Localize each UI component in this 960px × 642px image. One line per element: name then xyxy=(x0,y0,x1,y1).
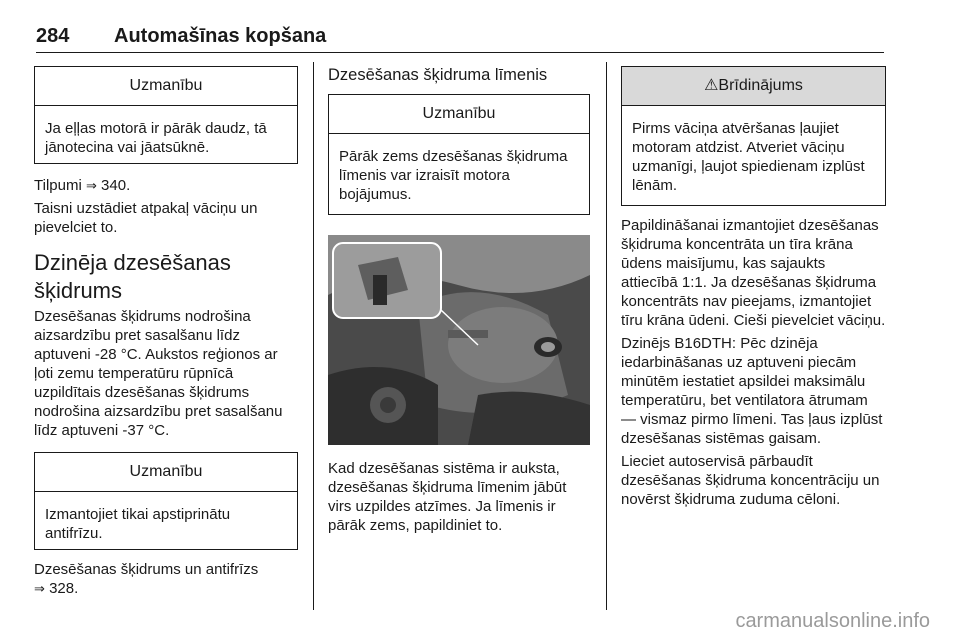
paragraph: Taisni uzstādiet atpakaļ vāciņu un pievelciet to. xyxy=(34,200,258,236)
column-divider xyxy=(606,62,607,610)
subsection-heading: Dzesēšanas šķidruma līmenis xyxy=(328,66,548,84)
warning-triangle-icon: ⚠ xyxy=(704,77,719,94)
page-number: 284 xyxy=(36,25,70,47)
caution-title: Uzmanību xyxy=(35,453,297,492)
paragraph: Dzinējs B16DTH: Pēc dzinēja iedarbināšanas uz aptuveni piecām minūtēm iestatiet apsildei maksimālu temperatūru, bet ventilatora ātrumam — vismaz pirmo līmeni. Tas ļaus izplūst dzesēšanas sistēmas gaisam. xyxy=(621,335,883,447)
caution-title: Uzmanību xyxy=(329,95,589,134)
antifreeze-reference: Dzesēšanas šķidrums un antifrīzs ⇒ 328. xyxy=(34,561,259,597)
column-1 xyxy=(34,66,298,598)
caution-title: Uzmanību xyxy=(35,67,297,106)
engine-bay-photo xyxy=(328,235,590,445)
reference-arrow-icon: ⇒ xyxy=(85,178,97,193)
page-link[interactable]: 328. xyxy=(49,580,79,597)
caution-body: Ja eļļas motorā ir pārāk daudz, tā jānotecina vai jāatsūknē. xyxy=(45,120,267,156)
paragraph: Papildināšanai izmantojiet dzesēšanas šķidruma koncentrāta un tīra krāna ūdens maisījumu, kas sajaukts attiecībā 1:1. Ja dzesēšanas šķidruma koncentrāts nav pieejams, izmantojiet tīru krāna ūdeni. Cieši pievelciet vāciņu. xyxy=(621,217,886,329)
capacities-reference: Tilpumi ⇒ 340. xyxy=(34,177,131,194)
caution-box xyxy=(328,94,590,215)
section-title: Automašīnas kopšana xyxy=(114,25,327,47)
column-3 xyxy=(621,66,886,509)
paragraph: Dzesēšanas šķidrums nodrošina aizsardzību pret sasalšanu līdz aptuveni -28 °C. Aukstos reģionos ar ļoti zemu temperatūru rūpnīcā uzpildītais dzesēšanas šķidrums nodrošina aizsardzību pret sasalšanu līdz aptuveni -37 °C. xyxy=(34,308,283,439)
column-divider xyxy=(313,62,314,610)
page-header xyxy=(36,22,884,53)
warning-title: ⚠Brīdinājums xyxy=(622,67,885,106)
photo-caption: Kad dzesēšanas sistēma ir auksta, dzesēšanas šķidruma līmenim jābūt virs uzpildes atzīmes. Ja līmenis ir pārāk zems, papildiniet to. xyxy=(328,460,567,534)
caution-box xyxy=(34,66,298,164)
section-heading: Dzinēja dzesēšanas šķidrums xyxy=(34,250,231,303)
watermark: carmanualsonline.info xyxy=(735,610,930,632)
caution-box xyxy=(34,452,298,550)
caution-body: Pārāk zems dzesēšanas šķidruma līmenis var izraisīt motora bojājumus. xyxy=(339,148,568,203)
page-link[interactable]: 340. xyxy=(101,177,131,194)
reference-arrow-icon: ⇒ xyxy=(34,581,45,596)
caution-body: Izmantojiet tikai apstiprinātu antifrīzu. xyxy=(45,506,231,542)
column-2 xyxy=(328,64,590,535)
warning-box xyxy=(621,66,886,206)
paragraph: Lieciet autoservisā pārbaudīt dzesēšanas šķidruma koncentrāciju un novērst šķidruma zuduma cēloni. xyxy=(621,453,880,508)
warning-body: Pirms vāciņa atvēršanas ļaujiet motoram atdzist. Atveriet vāciņu uzmanīgi, ļaujot spiedienam izplūst lēnām. xyxy=(632,120,865,194)
engine-bay-illustration xyxy=(328,235,590,445)
